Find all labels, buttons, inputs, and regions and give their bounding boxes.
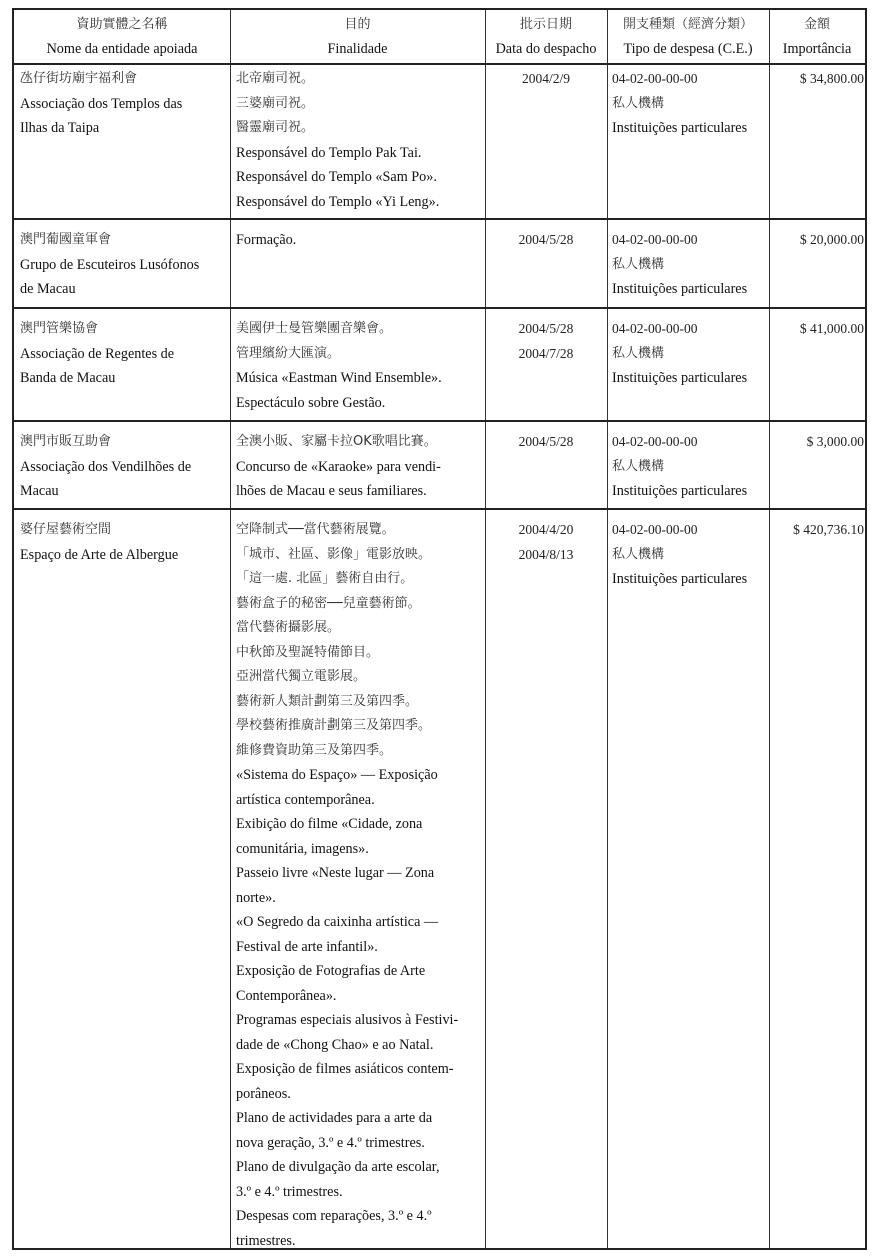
column-divider (230, 10, 231, 1248)
row-purpose: 全澳小販、家屬卡拉OK歌唱比賽。 Concurso de «Karaoke» para vendi- lhões de Macau e seus familiares. (236, 434, 441, 499)
column-divider (769, 10, 770, 1248)
row-date: 2004/4/20 2004/8/13 (518, 522, 574, 562)
subsidy-table (12, 8, 867, 1250)
row-date: 2004/5/28 (518, 232, 574, 247)
header-amount: 金額 Importância (782, 17, 852, 57)
header-type: 開支種類（經濟分類） Tipo de despesa (C.E.) (622, 17, 753, 57)
row-amount: $ 420,736.10 (793, 522, 864, 537)
row-purpose: 北帝廟司祝。 三婆廟司祝。 醫靈廟司祝。 Responsável do Templo Pak Tai. Responsável do Templo «Sam Po». Responsável do Templo «Yi Leng». (236, 71, 440, 210)
row-amount: $ 3,000.00 (806, 434, 864, 449)
header-purpose: 目的 Finalidade (327, 17, 388, 57)
row-purpose: Formação. (236, 232, 297, 248)
row-entity: 澳門葡國童軍會 Grupo de Escuteiros Lusófonos de Macau (20, 232, 200, 297)
header-divider (14, 63, 865, 65)
row-type: 04-02-00-00-00 私人機構 Instituições particulares (612, 434, 748, 499)
row-divider (14, 508, 865, 510)
row-divider (14, 218, 865, 220)
row-entity: 澳門市販互助會 Associação dos Vendilhões de Macau (20, 434, 192, 499)
row-purpose: 空降制式──當代藝術展覽。 「城市、社區、影像」電影放映。 「這一處. 北區」藝術自由行。 藝術盒子的秘密──兒童藝術節。 當代藝術攝影展。 中秋節及聖誕特備節目。 亞洲當代獨立電影展。 藝術新人類計劃第三及第四季。 學校藝術推廣計劃第三及第四季。 維修費資助第三及第四季。 «Sistema do Espaço» — Exposição artística contemporânea. Exibição do filme «Cidade, zona comunitária, imagens». Passeio livre «Neste lugar — Zona norte». «O Segredo da caixinha artística — Festival de arte infantil». Exposição de Fotografias de Arte Contemporânea». Programas especiais alusivos à Festivi- dade de «Chong Chao» e ao Natal. Exposição de filmes asiáticos contem- porâneos. Plano de actividades para a arte da nova geração, 3.º e 4.º trimestres. Plano de divulgação da arte escolar, 3.º e 4.º trimestres. Despesas com reparações, 3.º e 4.º trimestres. (236, 522, 459, 1249)
row-date: 2004/2/9 (521, 71, 570, 86)
row-amount: $ 41,000.00 (799, 321, 864, 336)
row-type: 04-02-00-00-00 私人機構 Instituições particulares (612, 71, 748, 136)
row-divider (14, 307, 865, 309)
row-amount: $ 34,800.00 (799, 71, 864, 86)
row-entity: 婆仔屋藝術空間 Espaço de Arte de Albergue (20, 522, 179, 563)
row-entity: 氹仔街坊廟宇福利會 Associação dos Templos das Ilhas da Taipa (20, 71, 183, 136)
column-divider (607, 10, 608, 1248)
header-entity: 資助實體之名稱 Nome da entidade apoiada (46, 17, 198, 57)
row-date: 2004/5/28 (518, 434, 574, 449)
row-entity: 澳門管樂協會 Associação de Regentes de Banda de Macau (20, 321, 175, 386)
header-date: 批示日期 Data do despacho (495, 17, 597, 57)
row-type: 04-02-00-00-00 私人機構 Instituições particulares (612, 232, 748, 297)
row-divider (14, 420, 865, 422)
row-date: 2004/5/28 2004/7/28 (518, 321, 574, 361)
row-purpose: 美國伊士曼管樂團音樂會。 管理繽紛大匯演。 Música «Eastman Wind Ensemble». Espectáculo sobre Gestão. (236, 321, 442, 411)
row-type: 04-02-00-00-00 私人機構 Instituições particulares (612, 321, 748, 386)
row-type: 04-02-00-00-00 私人機構 Instituições particulares (612, 522, 748, 587)
row-amount: $ 20,000.00 (799, 232, 864, 247)
